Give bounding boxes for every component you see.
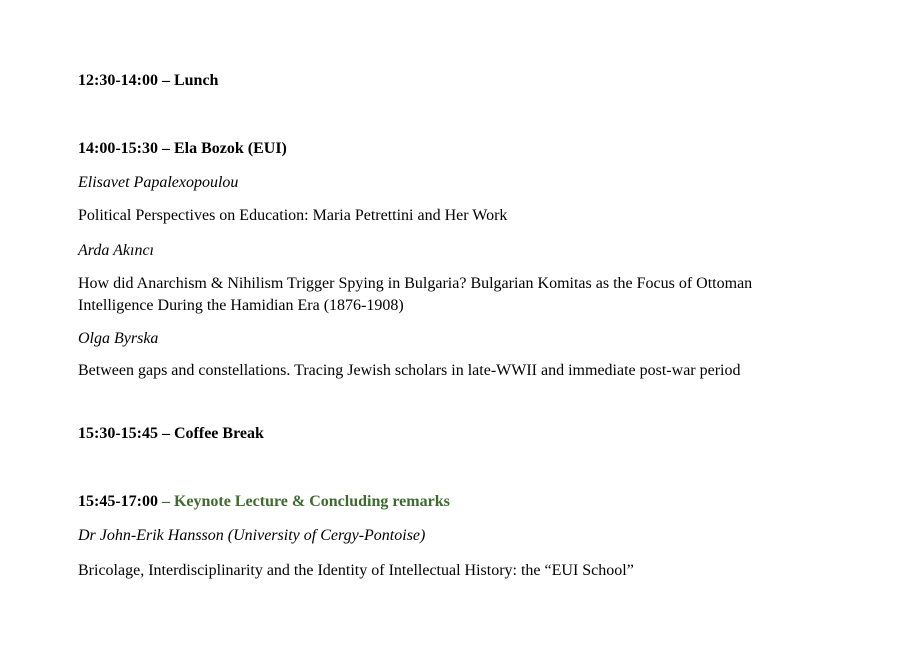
talk-title-line-1: How did Anarchism & Nihilism Trigger Spying in Bulgaria? Bulgarian Komitas as the Focus of Ottoman — [78, 275, 753, 292]
talk-title: Political Perspectives on Education: Maria Petrettini and Her Work — [78, 207, 508, 224]
panel-heading: 14:00-15:30 – Ela Bozok (EUI) — [78, 140, 287, 157]
keynote-speaker: Dr John-Erik Hansson (University of Cergy-Pontoise) — [78, 527, 426, 544]
speaker-name: Olga Byrska — [78, 330, 159, 347]
speaker-name: Elisavet Papalexopoulou — [78, 174, 239, 191]
keynote-time: 15:45-17:00 — [78, 493, 158, 510]
keynote-label: – Keynote Lecture & Concluding remarks — [157, 493, 450, 510]
speaker-name: Arda Akıncı — [78, 242, 154, 259]
keynote-title: Bricolage, Interdisciplinarity and the Identity of Intellectual History: the “EUI School” — [78, 562, 634, 579]
talk-title-line-2: Intelligence During the Hamidian Era (1876-1908) — [78, 297, 404, 314]
lunch-heading: 12:30-14:00 – Lunch — [78, 72, 219, 89]
talk-title: Between gaps and constellations. Tracing Jewish scholars in late-WWII and immediate post-war period — [78, 362, 741, 379]
coffee-break-heading: 15:30-15:45 – Coffee Break — [78, 425, 264, 442]
keynote-heading — [78, 491, 830, 513]
